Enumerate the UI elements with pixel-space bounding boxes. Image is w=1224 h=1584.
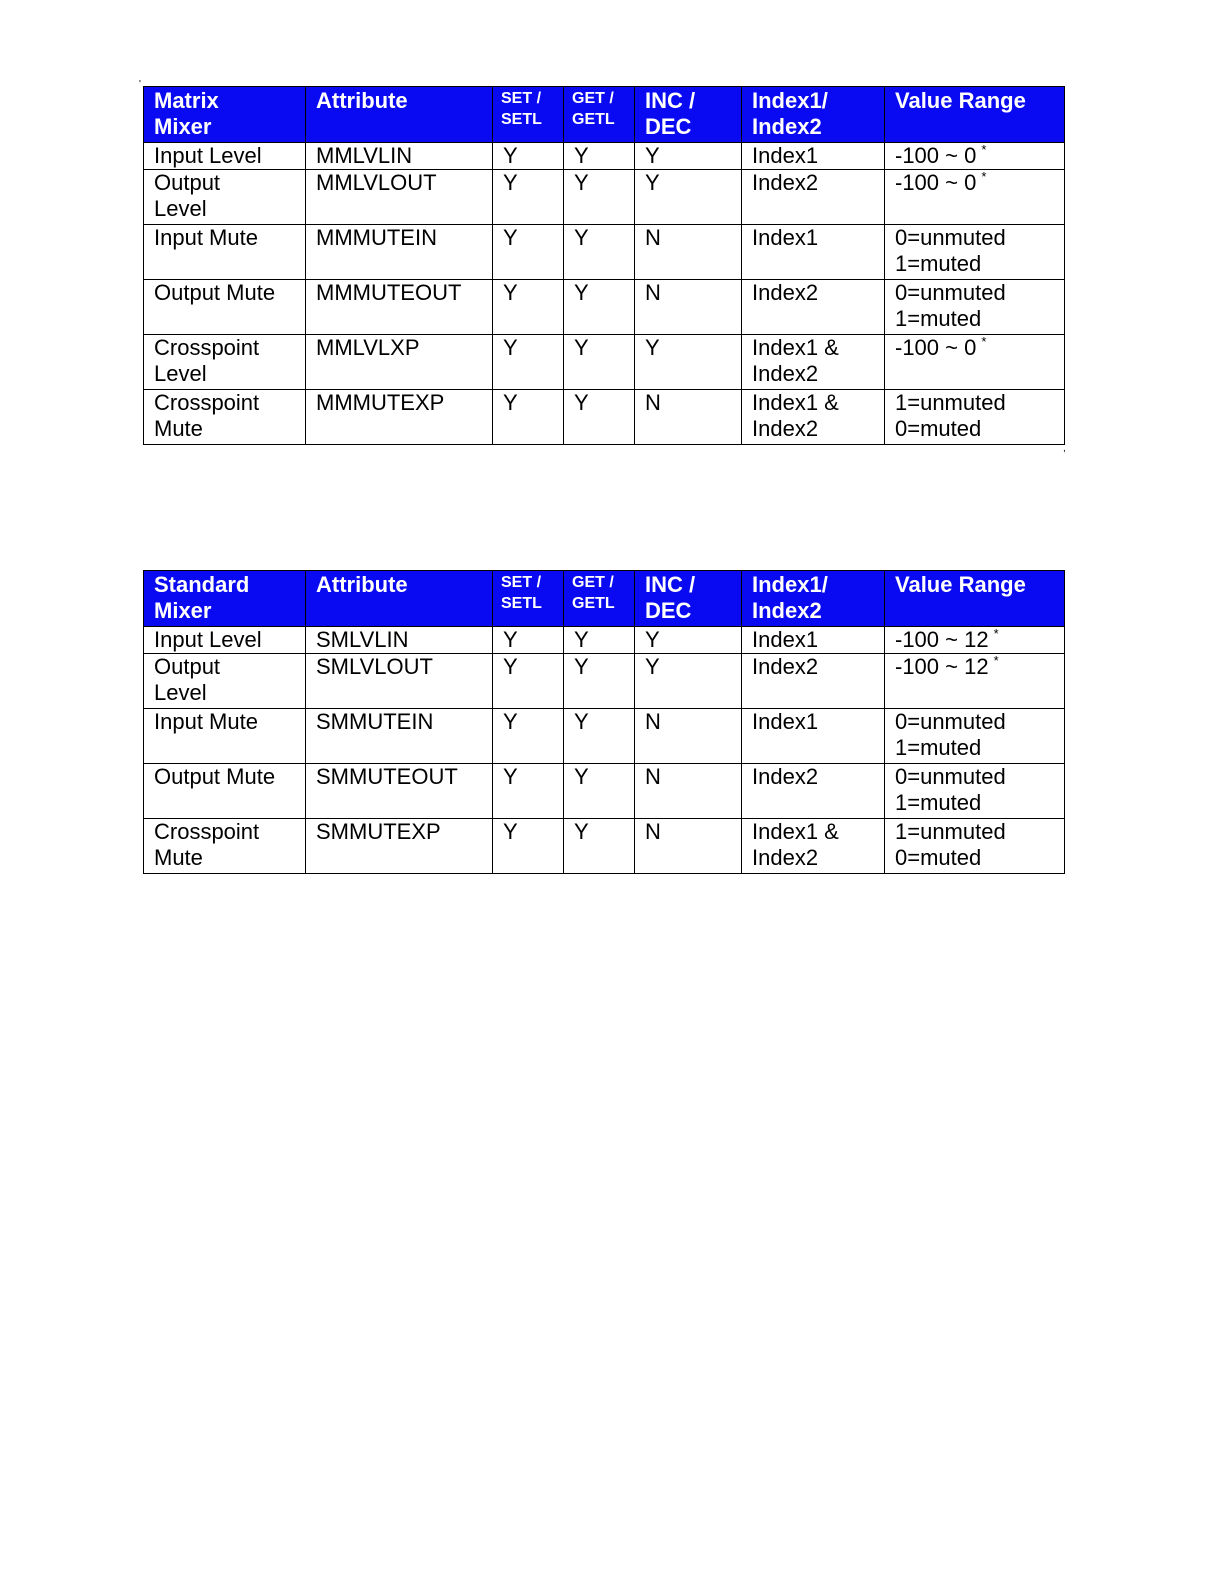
cell-incdec: Y xyxy=(635,627,742,654)
cell-incdec: N xyxy=(635,819,742,874)
cell-get: Y xyxy=(564,819,635,874)
cell-value-range: 1=unmuted 0=muted xyxy=(885,390,1065,445)
cell-index: Index1 xyxy=(742,627,885,654)
header-mixer-name: Standard Mixer xyxy=(144,571,306,627)
cell-name: Input Level xyxy=(144,627,306,654)
footnote-marker: * xyxy=(981,334,987,349)
cell-incdec: N xyxy=(635,390,742,445)
header-index: Index1/ Index2 xyxy=(742,87,885,143)
cell-incdec: Y xyxy=(635,335,742,390)
value-range-line: -100 ~ 0 * xyxy=(895,142,987,168)
cell-index: Index1 xyxy=(742,143,885,170)
header-value-range: Value Range xyxy=(885,87,1065,143)
cell-set: Y xyxy=(493,390,564,445)
value-range-line: -100 ~ 12 * xyxy=(895,653,999,679)
cell-set: Y xyxy=(493,335,564,390)
cell-index: Index1 & Index2 xyxy=(742,819,885,874)
cell-attribute: MMLVLIN xyxy=(306,143,493,170)
cell-set: Y xyxy=(493,170,564,225)
scan-mark: ' xyxy=(139,79,141,90)
cell-index: Index2 xyxy=(742,170,885,225)
header-get: GET / GETL xyxy=(564,571,635,627)
cell-value-range: 0=unmuted 1=muted xyxy=(885,764,1065,819)
header-incdec: INC / DEC xyxy=(635,87,742,143)
cell-incdec: N xyxy=(635,764,742,819)
cell-attribute: SMLVLIN xyxy=(306,627,493,654)
cell-set: Y xyxy=(493,225,564,280)
cell-value-range: 1=unmuted 0=muted xyxy=(885,819,1065,874)
cell-attribute: MMLVLOUT xyxy=(306,170,493,225)
value-range-line: -100 ~ 0 * xyxy=(895,169,987,195)
standard-mixer-table xyxy=(143,570,1065,874)
cell-incdec: N xyxy=(635,225,742,280)
table-row xyxy=(144,280,1065,335)
cell-name: Crosspoint Mute xyxy=(144,819,306,874)
cell-set: Y xyxy=(493,627,564,654)
table-header-row xyxy=(144,571,1065,627)
cell-index: Index1 & Index2 xyxy=(742,335,885,390)
cell-get: Y xyxy=(564,764,635,819)
table-row xyxy=(144,819,1065,874)
cell-get: Y xyxy=(564,280,635,335)
cell-value-range xyxy=(885,654,1065,709)
cell-attribute: SMMUTEOUT xyxy=(306,764,493,819)
cell-name: Input Level xyxy=(144,143,306,170)
cell-get: Y xyxy=(564,335,635,390)
cell-index: Index1 xyxy=(742,709,885,764)
value-range-line: -100 ~ 12 * xyxy=(895,626,999,652)
cell-get: Y xyxy=(564,709,635,764)
cell-get: Y xyxy=(564,627,635,654)
cell-set: Y xyxy=(493,654,564,709)
cell-index: Index2 xyxy=(742,764,885,819)
cell-name: Crosspoint Mute xyxy=(144,390,306,445)
cell-get: Y xyxy=(564,225,635,280)
header-attribute: Attribute xyxy=(306,87,493,143)
footnote-marker: * xyxy=(993,626,999,641)
cell-attribute: SMMUTEIN xyxy=(306,709,493,764)
value-range-line: -100 ~ 0 * xyxy=(895,334,987,360)
matrix-mixer-table xyxy=(143,86,1065,445)
cell-name: Output Mute xyxy=(144,764,306,819)
cell-name: Input Mute xyxy=(144,225,306,280)
cell-set: Y xyxy=(493,764,564,819)
scan-mark: , xyxy=(1063,443,1066,454)
header-attribute: Attribute xyxy=(306,571,493,627)
table-row xyxy=(144,143,1065,170)
header-index: Index1/ Index2 xyxy=(742,571,885,627)
cell-incdec: Y xyxy=(635,143,742,170)
table-row xyxy=(144,225,1065,280)
cell-value-range xyxy=(885,143,1065,170)
cell-get: Y xyxy=(564,654,635,709)
cell-incdec: Y xyxy=(635,654,742,709)
cell-value-range: 0=unmuted 1=muted xyxy=(885,709,1065,764)
header-value-range: Value Range xyxy=(885,571,1065,627)
header-get: GET / GETL xyxy=(564,87,635,143)
table-header-row xyxy=(144,87,1065,143)
cell-set: Y xyxy=(493,143,564,170)
table-row xyxy=(144,627,1065,654)
footnote-marker: * xyxy=(981,169,987,184)
table-row xyxy=(144,764,1065,819)
table-row xyxy=(144,390,1065,445)
cell-value-range: 0=unmuted 1=muted xyxy=(885,225,1065,280)
cell-index: Index1 xyxy=(742,225,885,280)
cell-attribute: MMMUTEOUT xyxy=(306,280,493,335)
cell-value-range xyxy=(885,627,1065,654)
footnote-marker: * xyxy=(993,653,999,668)
footnote-marker: * xyxy=(981,142,987,157)
cell-attribute: SMMUTEXP xyxy=(306,819,493,874)
table-row xyxy=(144,654,1065,709)
cell-value-range xyxy=(885,170,1065,225)
header-mixer-name: Matrix Mixer xyxy=(144,87,306,143)
cell-index: Index2 xyxy=(742,654,885,709)
cell-index: Index2 xyxy=(742,280,885,335)
cell-attribute: SMLVLOUT xyxy=(306,654,493,709)
cell-set: Y xyxy=(493,819,564,874)
table-row xyxy=(144,335,1065,390)
cell-set: Y xyxy=(493,280,564,335)
cell-name: Output Level xyxy=(144,170,306,225)
cell-get: Y xyxy=(564,143,635,170)
header-set: SET / SETL xyxy=(493,87,564,143)
cell-get: Y xyxy=(564,390,635,445)
header-set: SET / SETL xyxy=(493,571,564,627)
cell-attribute: MMMUTEIN xyxy=(306,225,493,280)
cell-index: Index1 & Index2 xyxy=(742,390,885,445)
table-row xyxy=(144,709,1065,764)
cell-incdec: N xyxy=(635,709,742,764)
cell-value-range: 0=unmuted 1=muted xyxy=(885,280,1065,335)
cell-name: Output Level xyxy=(144,654,306,709)
table-row xyxy=(144,170,1065,225)
cell-get: Y xyxy=(564,170,635,225)
cell-name: Output Mute xyxy=(144,280,306,335)
cell-incdec: N xyxy=(635,280,742,335)
cell-value-range xyxy=(885,335,1065,390)
cell-attribute: MMMUTEXP xyxy=(306,390,493,445)
cell-incdec: Y xyxy=(635,170,742,225)
cell-name: Crosspoint Level xyxy=(144,335,306,390)
cell-name: Input Mute xyxy=(144,709,306,764)
cell-set: Y xyxy=(493,709,564,764)
cell-attribute: MMLVLXP xyxy=(306,335,493,390)
header-incdec: INC / DEC xyxy=(635,571,742,627)
